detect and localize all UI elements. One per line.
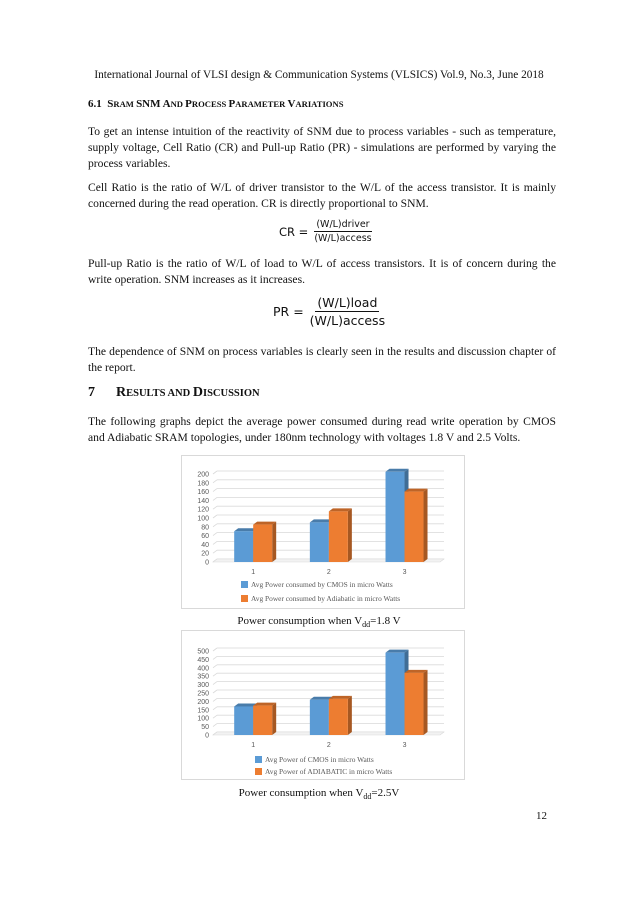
chart-2-bar-s2-c3 [405, 670, 428, 735]
paragraph-cell-ratio: Cell Ratio is the ratio of W/L of driver transistor to the W/L of the access transistor. It is mainly concerned during the read operation. CR is directly proportional to SNM. [88, 181, 556, 210]
chart-2-frame [181, 630, 465, 780]
caption-chart-2 [0, 787, 638, 801]
chart-2-legend-cmos [255, 755, 374, 764]
chart-1-frame [181, 455, 465, 609]
chart-2-ytick: 200 [197, 698, 209, 706]
chart-2-legend-label-adiabatic: Avg Power of ADIABATIC in micro Watts [265, 767, 393, 776]
caption-1-subscript: dd [362, 620, 371, 630]
paragraph-graphs: The following graphs depict the average power consumed during read write operation by CMOS and Adiabatic SRAM topologies, under 180nm technology with voltages 1.8 V and 2.5 Volts. [88, 415, 556, 444]
chart-1-ytick: 180 [197, 480, 209, 488]
paragraph-intro: To get an intense intuition of the reactivity of SNM due to process variables - such as temperature, supply voltage, Cell Ratio (CR) and Pull-up Ratio (PR) - simulations are performed by varying the process variables. [88, 125, 556, 170]
section-number: 6.1 [88, 98, 102, 110]
section-heading [88, 98, 343, 110]
chart-2-grid-diag [213, 673, 217, 676]
chart-1-ytick: 80 [201, 524, 209, 532]
chart-1-grid-diag [213, 515, 217, 518]
chart-1-ytick: 200 [197, 471, 209, 479]
running-header: International Journal of VLSI design & Communication Systems (VLSICS) Vol.9, No.3, June 2018 [94, 69, 544, 81]
chapter-number: 7 [88, 385, 95, 400]
chart-1-grid-diag [213, 506, 217, 509]
chart-1-grid-diag [213, 550, 217, 553]
chart-2-ytick: 450 [197, 656, 209, 664]
equation-pr-numerator: (W/L)load [317, 295, 378, 310]
chart-2-ytick: 50 [201, 724, 209, 732]
chart-2-grid-diag [213, 707, 217, 710]
section-title-part-9: ARIATIONS [295, 99, 344, 109]
chart-2-grid-diag [213, 682, 217, 685]
chart-2-bar-s2-c1 [253, 703, 276, 735]
chart-1-grid-diag [213, 497, 217, 500]
caption-chart-1 [0, 615, 638, 629]
caption-2-suffix: =2.5V [371, 787, 400, 799]
chart-1-grid-diag [213, 524, 217, 527]
chart-2-xtick: 3 [402, 742, 407, 749]
chart-2-legend-swatch-cmos [255, 756, 262, 763]
chart-1-bar-s2-c3 [405, 489, 428, 562]
chart-2-grid-diag [213, 715, 217, 718]
chart-1-legend-swatch-cmos [241, 581, 248, 588]
caption-1-suffix: =1.8 V [370, 615, 401, 627]
chart-2-ytick: 150 [197, 707, 209, 715]
chart-1-xtick: 2 [326, 569, 331, 576]
chart-1-grid-diag [213, 533, 217, 536]
chart-2-legend-swatch-adiabatic [255, 768, 262, 775]
chart-2-xtick: 1 [251, 742, 256, 749]
chart-1-grid-diag [213, 489, 217, 492]
chart-1-bar-s2-c2 [329, 508, 352, 562]
paragraph-pullup-ratio: Pull-up Ratio is the ratio of W/L of load to W/L of access transistors. It is of concern during the write operation. SNM increases as it increases. [88, 257, 556, 286]
chart-2-ytick: 300 [197, 682, 209, 690]
chart-2-ytick: 350 [197, 673, 209, 681]
section-title-part-4: P [185, 98, 192, 110]
equation-cr [279, 219, 374, 244]
chart-2-grid-diag [213, 648, 217, 651]
section-title-part-6: P [228, 98, 236, 110]
chapter-title-part-0: R [116, 385, 127, 400]
chart-1-grid-diag [213, 480, 217, 483]
section-title-part-7: ARAMETER [235, 99, 288, 109]
equation-pr-lhs: PR = [273, 304, 304, 319]
chart-2-grid-diag [213, 665, 217, 668]
chart-2-bar-s2-c2 [329, 696, 352, 735]
caption-2-text: Power consumption when V [238, 787, 364, 799]
chart-1-ytick: 160 [197, 489, 209, 497]
equation-pr [273, 295, 387, 328]
equation-cr-denominator: (W/L)access [314, 233, 372, 244]
chart-1-ytick: 40 [201, 541, 209, 549]
page-number: 12 [536, 810, 547, 822]
chart-2-ytick: 500 [197, 648, 209, 656]
chart-1-xtick: 1 [251, 569, 256, 576]
chart-2-xtick: 2 [326, 742, 331, 749]
section-title-part-3: ND [170, 99, 186, 109]
caption-2-subscript: dd [363, 792, 372, 802]
chart-2-legend-label-cmos: Avg Power of CMOS in micro Watts [265, 755, 374, 764]
section-title-part-5: ROCESS [191, 99, 229, 109]
section-title-part-2: SNM A [136, 98, 171, 110]
equation-cr-lhs: CR = [279, 224, 309, 239]
chapter-title [116, 385, 260, 400]
chart-1-ytick: 20 [201, 550, 209, 558]
chart-2-ytick: 400 [197, 665, 209, 673]
chart-2-ytick: 0 [205, 732, 209, 740]
chapter-title-part-1: ESULTS AND [126, 388, 193, 399]
chart-2-ytick: 100 [197, 715, 209, 723]
chart-2-grid-diag [213, 656, 217, 659]
chart-2-grid-diag [213, 698, 217, 701]
chapter-title-part-3: ISCUSSION [202, 388, 260, 399]
section-title-part-1: RAM [113, 99, 137, 109]
chart-1-bar-s2-c1 [253, 522, 276, 562]
chart-1-xtick: 3 [402, 569, 407, 576]
chart-1-grid-diag [213, 541, 217, 544]
section-title-part-0: S [107, 98, 114, 110]
chart-2-legend-adiabatic [255, 767, 392, 776]
chapter-title-part-2: D [192, 385, 203, 400]
chart-1-ytick: 140 [197, 497, 209, 505]
chapter-heading [88, 385, 260, 401]
chart-2-grid-diag [213, 690, 217, 693]
chart-2-grid-diag [213, 724, 217, 727]
chart-1-ytick: 0 [205, 559, 209, 567]
equation-cr-numerator: (W/L)driver [316, 219, 370, 230]
equation-pr-fraction [308, 295, 387, 328]
section-title-part-8: V [287, 98, 296, 110]
chart-1-ytick: 100 [197, 515, 209, 523]
section-title [107, 98, 343, 110]
chart-1-legend-label-cmos: Avg Power consumed by CMOS in micro Watts [251, 580, 393, 589]
chart-2-ytick: 250 [197, 690, 209, 698]
caption-1-text: Power consumption when V [237, 615, 363, 627]
chart-1-ytick: 60 [201, 533, 209, 541]
chart-1-legend-swatch-adiabatic [241, 595, 248, 602]
equation-cr-fraction [312, 219, 373, 244]
equation-pr-denominator: (W/L)access [309, 313, 386, 328]
chart-1-legend-adiabatic [241, 594, 400, 603]
paragraph-dependence: The dependence of SNM on process variables is clearly seen in the results and discussion chapter of the report. [88, 345, 556, 374]
chart-1-ytick: 120 [197, 506, 209, 514]
chart-1-grid-diag [213, 471, 217, 474]
chart-1-legend-label-adiabatic: Avg Power consumed by Adiabatic in micro Watts [251, 594, 401, 603]
chart-1-legend-cmos [241, 580, 393, 589]
